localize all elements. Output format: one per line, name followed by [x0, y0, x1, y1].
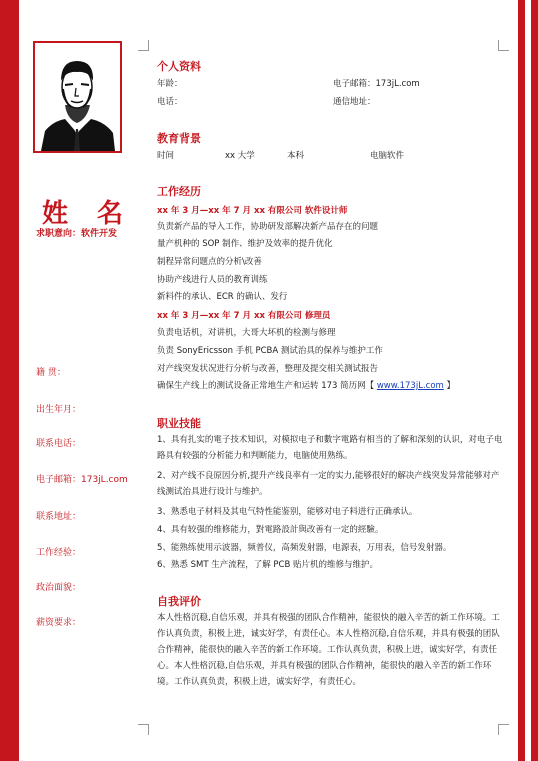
side-label-native-place: 籍 贯： — [36, 368, 66, 378]
candidate-name: 姓 名 — [42, 199, 134, 229]
site-link[interactable]: www.173jL.com — [376, 381, 444, 391]
edu-school: xx 大学 — [225, 151, 255, 161]
crop-mark — [498, 724, 509, 735]
job1-line: 新料件的承认、ECR 的确认、发行 — [157, 292, 288, 302]
portrait-image — [35, 43, 120, 151]
section-title-skills — [157, 415, 201, 431]
section-title-personal — [157, 58, 201, 74]
job2-line: 对产线突发状况进行分析与改善，整理及提交相关测试报告 — [157, 364, 379, 374]
section-title-text: 自我评价 — [157, 595, 201, 608]
job1-line: 制程异常问题点的分析\改善 — [157, 257, 262, 267]
edu-degree: 本科 — [287, 151, 305, 161]
crop-mark — [138, 40, 149, 51]
job1-line: 协助产线进行人员的教育训练 — [157, 275, 268, 285]
skill-item: 1、具有扎实的電子技术知识，对模拟电子和數字電路有相当的了解和深刻的认识，对电子电路具有较强的分析能力和判断能力，电脑使用熟练。 — [157, 435, 503, 461]
skill-item: 5、能熟练使用示波器，频普仪，高频发射器，电源表，万用表，信号发射器。 — [157, 543, 452, 553]
address-label: 通信地址： — [333, 97, 376, 107]
section-title-text: 个人资料 — [157, 60, 201, 73]
job2-line: 负责电话机，对讲机，大哥大坏机的检测与修理 — [157, 328, 336, 338]
edu-time: 时间 — [157, 151, 175, 161]
job2-line-text: 确保生产线上的测试设备正常地生产和运转 173 简历网【 — [157, 381, 375, 391]
skill-item: 2、对产线不良原因分析,提升产线良率有一定的实力,能够很好的解决产线突发异常能够对产线测试治具进行设计与维护。 — [157, 471, 500, 497]
job2-line: 负责 SonyEricsson 手机 PCBA 测试治具的保养与维护工作 — [157, 346, 383, 356]
skill-item: 4、具有较强的维修能力，對電路設計與改善有一定的經驗。 — [157, 525, 384, 535]
side-label-birth: 出生年月： — [36, 405, 82, 415]
crop-mark — [138, 724, 149, 735]
phone-label: 电话： — [157, 97, 183, 107]
side-label-phone: 联系电话： — [36, 439, 82, 449]
age-label: 年龄： — [157, 79, 183, 89]
side-label-email: 电子邮箱：173jL.com — [36, 475, 128, 485]
side-label-salary: 薪资要求： — [36, 618, 82, 628]
job1-line: 量产机种的 SOP 制作、维护及效率的提升优化 — [157, 239, 333, 249]
job2-header: xx 年 3 月—xx 年 7 月 xx 有限公司 修理员 — [157, 311, 331, 321]
section-title-text: 职业技能 — [157, 417, 201, 430]
section-title-evaluation — [157, 593, 201, 609]
section-title-work — [157, 183, 201, 199]
crop-mark — [498, 40, 509, 51]
section-title-text: 教育背景 — [157, 132, 201, 145]
left-red-border — [0, 0, 19, 761]
skill-item: 6、熟悉 SMT 生产流程，了解 PCB 贴片机的维修与维护。 — [157, 560, 379, 570]
side-label-experience: 工作经验： — [36, 548, 82, 558]
section-title-education — [157, 130, 201, 146]
side-label-politics: 政治面貌： — [36, 583, 82, 593]
job1-line: 负责新产品的导入工作，协助研发部解决新产品存在的问题 — [157, 222, 379, 232]
side-label-address: 联系地址： — [36, 512, 82, 522]
job2-line-with-link — [157, 380, 455, 393]
self-evaluation-text: 本人性格沉稳,自信乐观，并具有极强的团队合作精神，能很快的融入辛苦的新工作环境。工作认真负责，积极上进，诚实好学，有责任心。本人性格沉稳,自信乐观，并具有极强的团队合作精神，能很快的融入辛苦的新工作环境。工作认真负责，积极上进，诚实好学，有责任心。本人性格沉稳,自信乐观，并具有极强的团队合作精神，能很快的融入辛苦的新工作环境。工作认真负责，积极上进，诚实好学，有责任心。 — [157, 613, 500, 687]
profile-photo — [33, 41, 122, 153]
job2-line-tail: 】 — [446, 381, 456, 391]
job-intent: 求职意向：软件开发 — [36, 229, 118, 239]
right-border-stripe — [525, 0, 531, 761]
job1-header: xx 年 3 月—xx 年 7 月 xx 有限公司 软件设计师 — [157, 206, 348, 216]
skill-item: 3、熟悉电子材料及其电气特性能鉴别，能够对电子料进行正确承认。 — [157, 507, 418, 517]
section-title-text: 工作经历 — [157, 185, 201, 198]
edu-major: 电脑软件 — [370, 151, 405, 161]
email-label: 电子邮箱：173jL.com — [333, 79, 420, 89]
